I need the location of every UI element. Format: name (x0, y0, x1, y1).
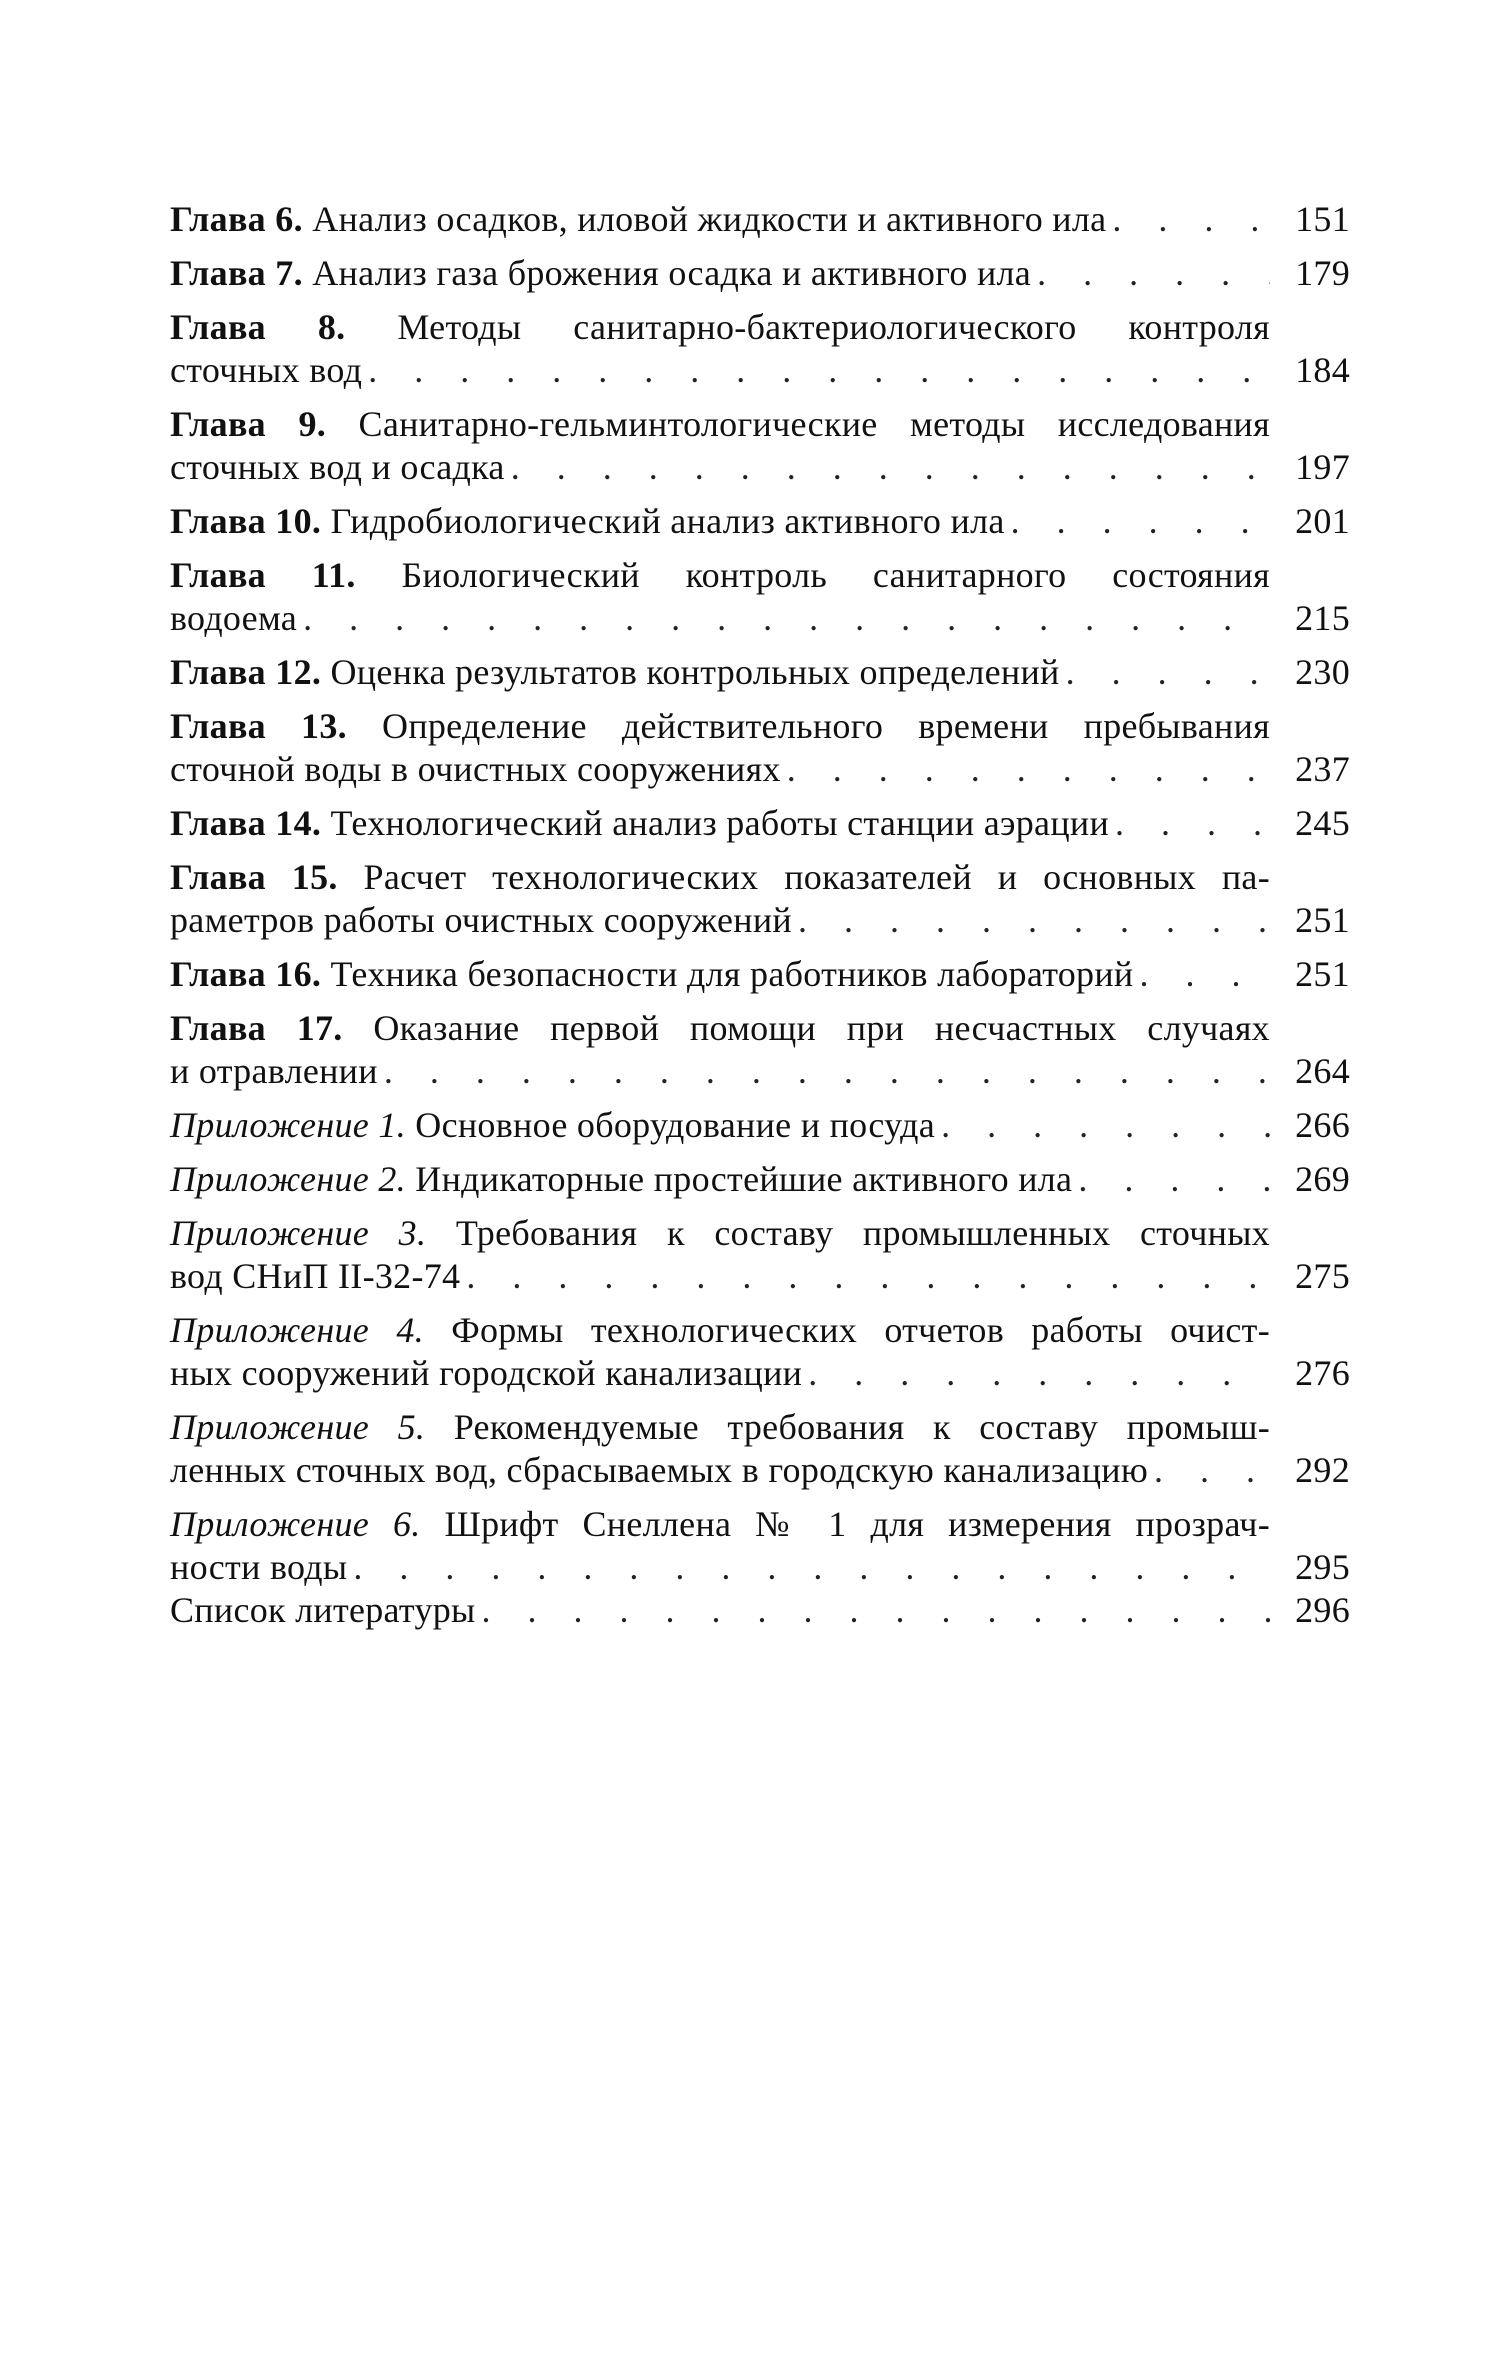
toc-entry-prefix: Глава 6. (170, 199, 303, 239)
toc-entry-prefix: Глава 17. (170, 1008, 343, 1048)
toc-entry-prefix: Приложение 1. (170, 1105, 406, 1145)
toc-entry-title: ности воды (170, 1547, 348, 1587)
toc-entry-title: вод СНиП II-32-74 (170, 1256, 461, 1296)
toc-entry-title: Глава 7. Анализ газа брожения осадка и активного ила (170, 253, 1032, 293)
toc-entry-prefix: Глава 9. (170, 404, 327, 444)
toc-entry-title: Формы технологических отчетов работы очист- (451, 1310, 1271, 1350)
toc-entry-title: Список литературы (170, 1590, 476, 1630)
toc-entry-prefix: Приложение 5. (170, 1407, 426, 1447)
dot-leader (1112, 198, 1270, 241)
toc-entry-title: Биологический контроль санитарного состояния (401, 555, 1270, 595)
dot-leader (1037, 252, 1270, 295)
toc-entry-title: Глава 16. Техника безопасности для работников лабораторий (170, 954, 1134, 994)
toc-entry-title: Рекомендуемые требования к составу промыш- (453, 1407, 1270, 1447)
toc-entry-title-line (170, 1212, 1350, 1255)
toc-entry-prefix: Приложение 6. (170, 1504, 421, 1544)
toc-page-number: 275 (1295, 1256, 1350, 1296)
toc-page-number: 276 (1295, 1353, 1350, 1393)
dot-leader (353, 1546, 1270, 1589)
toc-page-number: 151 (1295, 199, 1350, 239)
toc-entry (170, 1158, 1350, 1201)
toc-entry (170, 252, 1350, 295)
toc-page-number: 295 (1295, 1547, 1350, 1587)
toc-entry-title: сточных вод и осадка (170, 447, 505, 487)
toc-entry (170, 1212, 1350, 1298)
toc-entry-title: сточной воды в очистных сооружениях (170, 749, 781, 789)
toc-entry-title-line (170, 1309, 1350, 1352)
toc-entry (170, 953, 1350, 996)
dot-leader (798, 899, 1270, 942)
dot-leader (482, 1589, 1270, 1632)
dot-leader (808, 1352, 1270, 1395)
dot-leader (384, 1050, 1270, 1093)
toc-entry (170, 1589, 1350, 1632)
toc-page-number: 230 (1295, 652, 1350, 692)
toc-page-number: 269 (1295, 1159, 1350, 1199)
toc-entry (170, 198, 1350, 241)
toc-entry-title: Глава 10. Гидробиологический анализ активного ила (170, 501, 1005, 541)
toc-entry-title: Санитарно-гельминтологические методы исследования (358, 404, 1270, 444)
toc-entry (170, 1104, 1350, 1147)
dot-leader (1011, 500, 1270, 543)
dot-leader (303, 597, 1270, 640)
toc-entry-title: раметров работы очистных сооружений (170, 900, 792, 940)
dot-leader (787, 748, 1270, 791)
toc-entry-prefix: Глава 13. (170, 706, 347, 746)
toc-page-number: 245 (1295, 803, 1350, 843)
toc-entry (170, 1007, 1350, 1093)
dot-leader (1078, 1158, 1270, 1201)
toc-entry-title: Приложение 2. Индикаторные простейшие активного ила (170, 1159, 1073, 1199)
toc-entry-prefix: Глава 11. (170, 555, 356, 595)
toc-page-number: 292 (1295, 1450, 1350, 1490)
toc-entry-title: ленных сточных вод, сбрасываемых в городскую канализацию (170, 1450, 1149, 1490)
toc-entry (170, 306, 1350, 392)
toc-page-number: 197 (1295, 447, 1350, 487)
toc-entry-title: Расчет технологических показателей и основных па- (363, 857, 1270, 897)
dot-leader (1140, 953, 1271, 996)
toc-entry (170, 1503, 1350, 1589)
toc-entry (170, 705, 1350, 791)
toc-entry-title-line (170, 554, 1350, 597)
toc-entry-title: Оказание первой помощи при несчастных случаях (373, 1008, 1270, 1048)
toc-entry-title: Глава 12. Оценка результатов контрольных определений (170, 652, 1060, 692)
toc-entry-title-line (170, 306, 1350, 349)
toc-entry-title-line (170, 1406, 1350, 1449)
dot-leader (941, 1104, 1270, 1147)
toc-entry (170, 403, 1350, 489)
toc-entry-prefix: Глава 10. (170, 501, 322, 541)
toc-entry-prefix: Глава 8. (170, 307, 346, 347)
toc-entry-title: сточных вод (170, 350, 363, 390)
toc-page-number: 296 (1295, 1590, 1350, 1630)
toc-page-number: 237 (1295, 749, 1350, 789)
toc-entry (170, 1309, 1350, 1395)
toc-entry-title: Глава 14. Технологический анализ работы станции аэрации (170, 803, 1110, 843)
toc-entry (170, 1406, 1350, 1492)
toc-entry-title-line (170, 1007, 1350, 1050)
toc-entry-prefix: Приложение 3. (170, 1213, 427, 1253)
toc-entry-title: Определение действительного времени пребывания (382, 706, 1270, 746)
dot-leader (1115, 802, 1270, 845)
toc-entry-prefix: Глава 16. (170, 954, 322, 994)
toc-entry-title-line (170, 403, 1350, 446)
toc-entry-title: Приложение 1. Основное оборудование и посуда (170, 1105, 936, 1145)
toc-entry-title: Требования к составу промышленных сточных (455, 1213, 1270, 1253)
toc-page-number: 201 (1295, 501, 1350, 541)
dot-leader (368, 349, 1270, 392)
dot-leader (1154, 1449, 1270, 1492)
toc-entry-title-line (170, 1503, 1350, 1546)
dot-leader (466, 1255, 1270, 1298)
toc-entry (170, 802, 1350, 845)
toc-entry-title-line (170, 705, 1350, 748)
toc-page-number: 184 (1295, 350, 1350, 390)
toc-entry-prefix: Глава 7. (170, 253, 303, 293)
toc-entry-prefix: Глава 15. (170, 857, 338, 897)
toc-entry-prefix: Глава 12. (170, 652, 322, 692)
toc-entry-title: Глава 6. Анализ осадков, иловой жидкости и активного ила (170, 199, 1107, 239)
toc-page-number: 215 (1295, 598, 1350, 638)
toc-entry-prefix: Глава 14. (170, 803, 322, 843)
toc-entry (170, 856, 1350, 942)
toc-page-number: 179 (1295, 253, 1350, 293)
toc-entry (170, 651, 1350, 694)
toc-entry-title: Шрифт Снеллена № 1 для измерения прозрач- (444, 1504, 1270, 1544)
toc-entry-title: Методы санитарно-бактериологического контроля (397, 307, 1270, 347)
dot-leader (1066, 651, 1270, 694)
table-of-contents (170, 198, 1350, 1643)
toc-entry-prefix: Приложение 4. (170, 1310, 424, 1350)
toc-page-number: 264 (1295, 1051, 1350, 1091)
toc-entry-title: водоема (170, 598, 298, 638)
toc-entry-title: ных сооружений городской канализации (170, 1353, 803, 1393)
toc-page-number: 266 (1295, 1105, 1350, 1145)
toc-page-number: 251 (1295, 900, 1350, 940)
toc-entry-title-line (170, 856, 1350, 899)
toc-entry-prefix: Приложение 2. (170, 1159, 406, 1199)
dot-leader (511, 446, 1270, 489)
toc-page-number: 251 (1295, 954, 1350, 994)
toc-entry-title: и отравлении (170, 1051, 378, 1091)
toc-entry (170, 500, 1350, 543)
toc-entry (170, 554, 1350, 640)
